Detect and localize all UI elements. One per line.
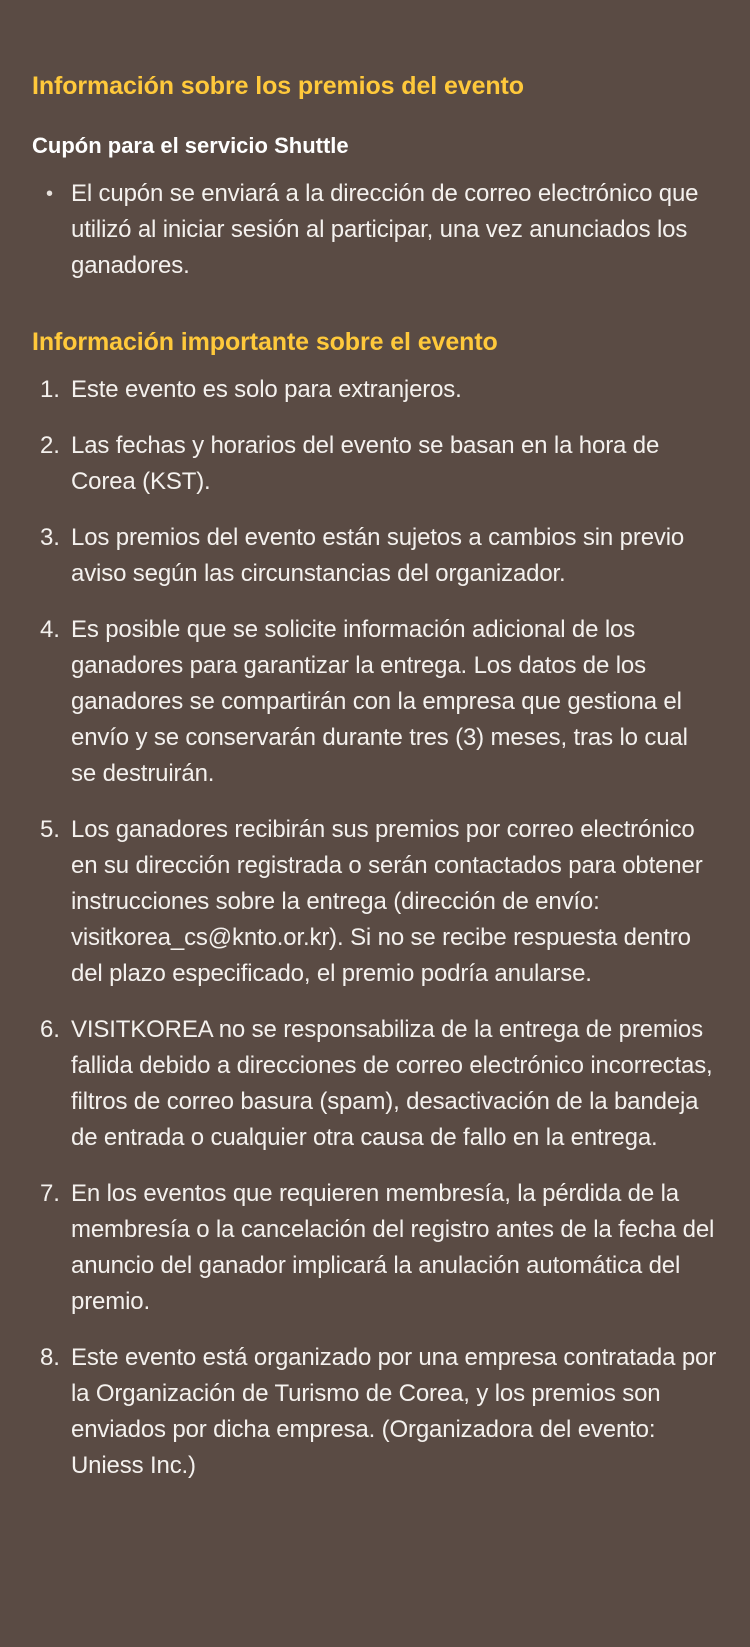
prize-bullet-item (32, 176, 718, 284)
important-info-item-4 (32, 612, 718, 792)
important-info-item-5 (32, 812, 718, 992)
prize-bullet-list (32, 176, 718, 284)
item-number: 5. (40, 816, 60, 843)
prizes-section-title: Información sobre los premios del evento (32, 72, 524, 100)
item-text: En los eventos que requieren membresía, la pérdida de la membresía o la cancelación del registro antes de la fecha del anuncio del ganador implicará la anulación automática del premio. (71, 1180, 715, 1315)
item-number: 6. (40, 1016, 60, 1043)
item-number: 3. (40, 524, 60, 551)
prize-bullet-text: El cupón se enviará a la dirección de correo electrónico que utilizó al iniciar sesión al participar, una vez anunciados los ganadores. (71, 180, 699, 279)
bullet-icon: • (46, 183, 53, 205)
item-number: 7. (40, 1180, 60, 1207)
item-text: Los ganadores recibirán sus premios por correo electrónico en su dirección registrada o serán contactados para obtener instrucciones sobre la entrega (dirección de envío: visitkorea_cs@knto.or.kr). Si no se recibe respuesta dentro del plazo especificado, el premio podría anularse. (71, 816, 703, 987)
item-text: Este evento es solo para extranjeros. (71, 376, 462, 403)
important-info-item-7 (32, 1176, 718, 1320)
item-text: Los premios del evento están sujetos a cambios sin previo aviso según las circunstancias del organizador. (71, 524, 685, 587)
item-text: Es posible que se solicite información adicional de los ganadores para garantizar la entrega. Los datos de los ganadores se compartirán con la empresa que gestiona el envío y se conservarán durante tres (3) meses, tras lo cual se destruirán. (71, 616, 688, 787)
important-info-title: Información importante sobre el evento (32, 328, 498, 356)
important-info-item-1 (32, 372, 718, 408)
item-number: 8. (40, 1344, 60, 1371)
important-info-item-2 (32, 428, 718, 500)
important-info-list (32, 372, 718, 1484)
item-text: VISITKOREA no se responsabiliza de la entrega de premios fallida debido a direcciones de correo electrónico incorrectas, filtros de correo basura (spam), desactivación de la bandeja de entrada o cualquier otra causa de fallo en la entrega. (71, 1016, 713, 1151)
item-number: 1. (40, 376, 60, 403)
item-number: 2. (40, 432, 60, 459)
item-text: Las fechas y horarios del evento se basan en la hora de Corea (KST). (71, 432, 660, 495)
item-number: 4. (40, 616, 60, 643)
important-info-item-6 (32, 1012, 718, 1156)
shuttle-coupon-heading: Cupón para el servicio Shuttle (32, 133, 349, 158)
important-info-item-3 (32, 520, 718, 592)
item-text: Este evento está organizado por una empresa contratada por la Organización de Turismo de Corea, y los premios son enviados por dicha empresa. (Organizadora del evento: Uniess Inc.) (71, 1344, 717, 1479)
important-info-item-8 (32, 1340, 718, 1484)
